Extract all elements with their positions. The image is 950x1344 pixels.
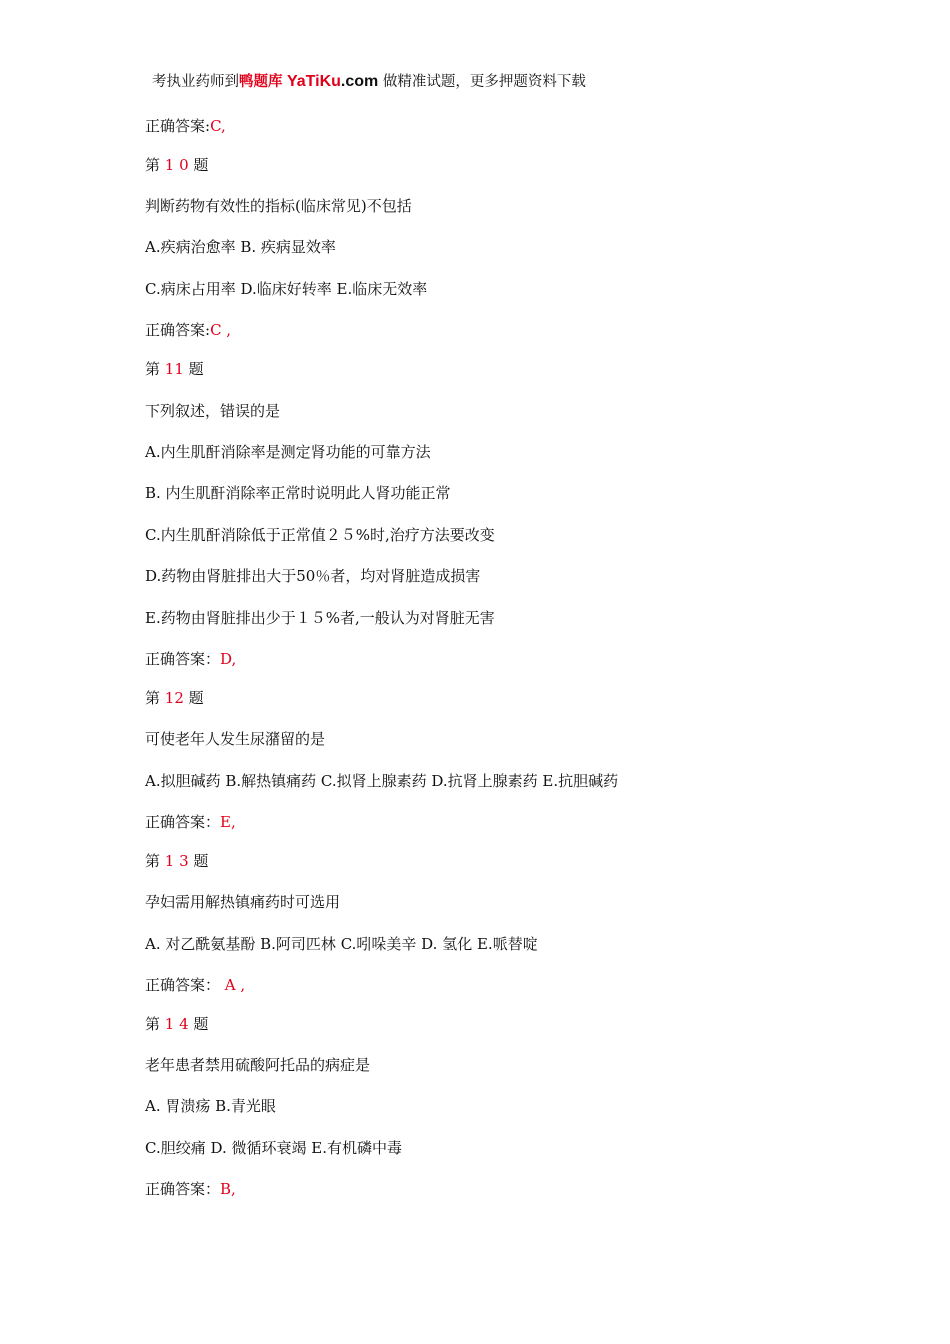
answer-line: 正确答案：B, [145,1180,236,1198]
question-stem: 下列叙述，错误的是 [145,402,281,420]
option-line: C.内生肌酐消除低于正常值２５%时,治疗方法要改变 [145,526,495,544]
question-stem: 孕妇需用解热镇痛药时可选用 [145,893,341,911]
option-line: A.疾病治愈率 B. 疾病显效率 [145,238,336,256]
option-line: A. 胃溃疡 B.青光眼 [145,1097,276,1115]
header-suffix: 做精准试题，更多押题资料下载 [378,74,586,90]
question-number: 第 1 4 题 [145,1015,209,1033]
question-number: 第 1 3 题 [145,852,209,870]
answer-value: B, [220,1180,236,1198]
question-number-value: 1 3 [164,852,189,870]
option-line: C.胆绞痛 D. 微循环衰竭 E.有机磷中毒 [145,1139,402,1157]
question-stem: 可使老年人发生尿潴留的是 [145,730,326,748]
question-number: 第 11 题 [145,360,204,378]
question-number: 第 12 题 [145,689,204,707]
question-stem: 老年患者禁用硫酸阿托品的病症是 [145,1056,371,1074]
answer-value: E, [220,813,236,831]
answer-line: 正确答案：E, [145,813,236,831]
option-line: B. 内生肌酐消除率正常时说明此人肾功能正常 [145,484,451,502]
answer-value: A , [224,976,246,994]
question-stem: 判断药物有效性的指标(临床常见)不包括 [145,197,412,215]
question-number-value: 1 0 [164,156,189,174]
question-number-value: 12 [164,689,184,707]
answer-value: C, [210,117,226,135]
question-number: 第 1 0 题 [145,156,209,174]
option-line: C.病床占用率 D.临床好转率 E.临床无效率 [145,280,428,298]
answer-line: 正确答案： A , [145,976,246,994]
option-line: A.内生肌酐消除率是测定肾功能的可靠方法 [145,443,431,461]
option-line: E.药物由肾脏排出少于１５%者,一般认为对肾脏无害 [145,609,495,627]
answer-value: C , [210,321,232,339]
answer-line: 正确答案:C , [145,321,232,339]
option-line: D.药物由肾脏排出大于50％者，均对肾脏造成损害 [145,567,481,585]
brand-name-cn[interactable]: 鸭题库 [239,73,283,90]
answer-line: 正确答案：D, [145,650,237,668]
question-number-value: 11 [164,360,184,378]
header-prefix: 考执业药师到 [152,74,239,90]
brand-domain[interactable]: .com [340,73,379,90]
page-header [152,70,586,91]
question-number-value: 1 4 [164,1015,189,1033]
option-line: A. 对乙酰氨基酚 B.阿司匹林 C.吲哚美辛 D. 氢化 E.哌替啶 [145,935,538,953]
option-line: A.拟胆碱药 B.解热镇痛药 C.拟肾上腺素药 D.抗肾上腺素药 E.抗胆碱药 [145,772,619,790]
answer-line: 正确答案:C, [145,117,226,135]
answer-value: D, [220,650,237,668]
brand-name-en[interactable]: YaTiKu [282,73,341,90]
